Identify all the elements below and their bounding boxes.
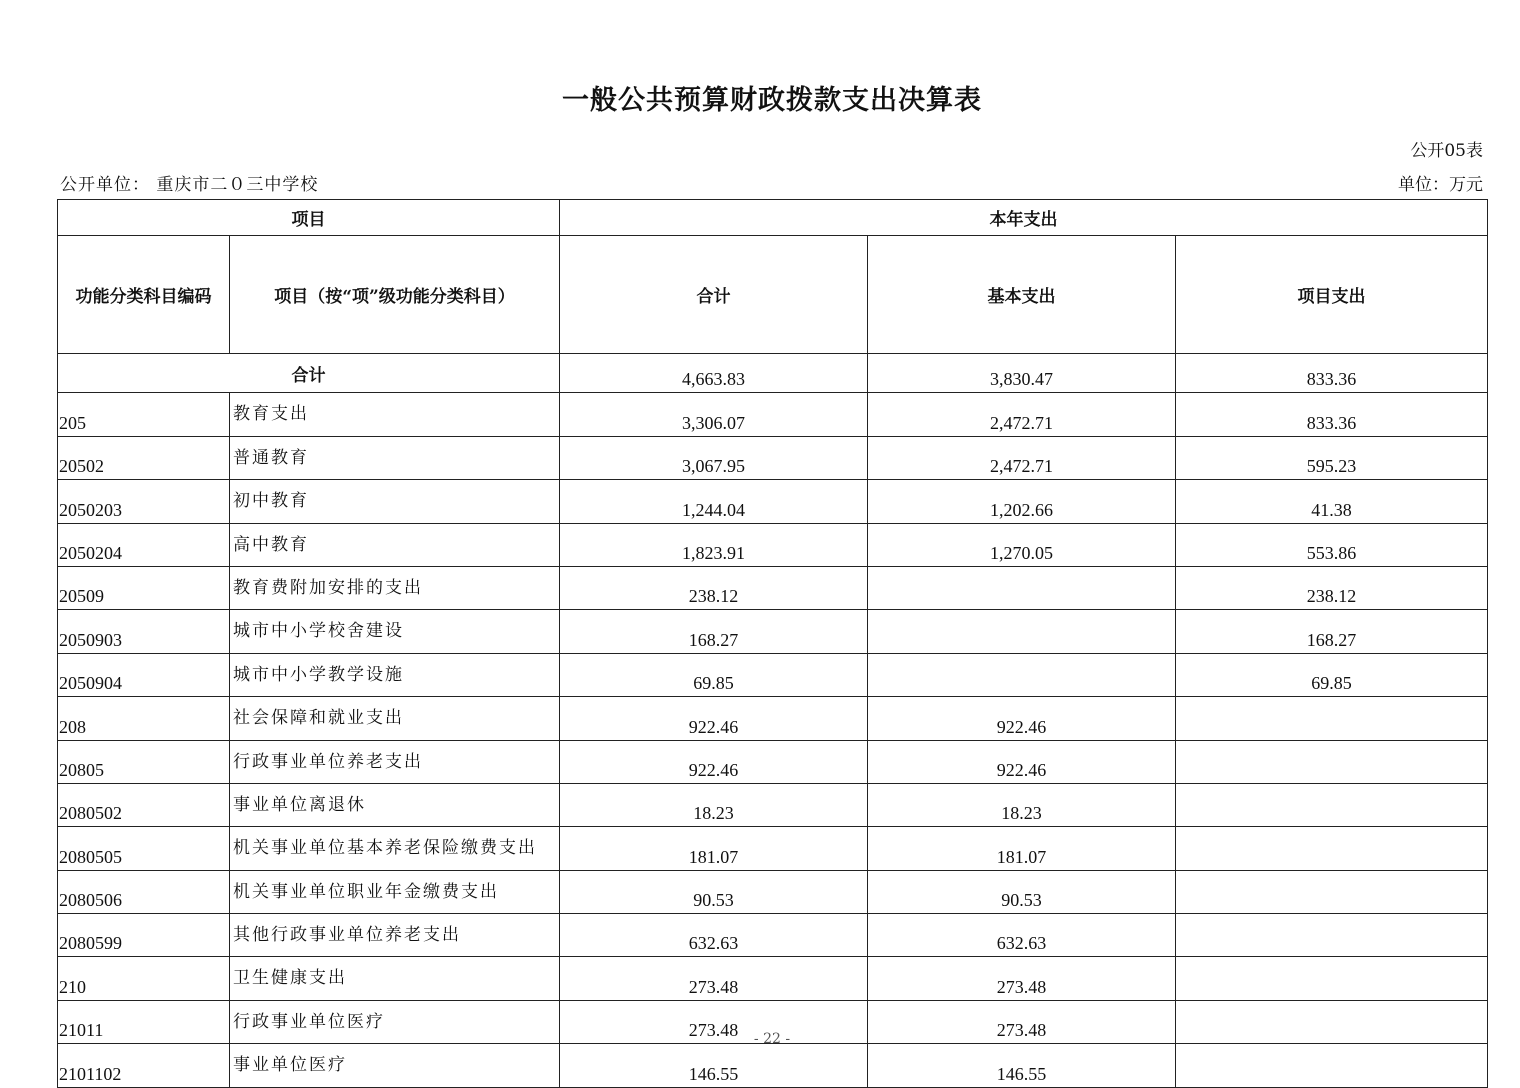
row-total: 1,823.91 <box>560 523 868 566</box>
header-project: 项目 <box>58 200 560 236</box>
row-basic <box>868 610 1176 653</box>
row-total: 273.48 <box>560 1000 868 1043</box>
row-basic: 146.55 <box>868 1044 1176 1087</box>
row-project: 833.36 <box>1176 393 1488 436</box>
header-current-year: 本年支出 <box>560 200 1488 236</box>
table-row <box>58 566 1488 609</box>
row-code: 2050204 <box>58 523 230 566</box>
total-total: 4,663.83 <box>560 354 868 393</box>
row-basic: 273.48 <box>868 957 1176 1000</box>
total-row <box>58 354 1488 393</box>
row-project: 41.38 <box>1176 480 1488 523</box>
table-row <box>58 783 1488 826</box>
total-basic: 3,830.47 <box>868 354 1176 393</box>
row-total: 238.12 <box>560 566 868 609</box>
row-total: 168.27 <box>560 610 868 653</box>
row-name: 其他行政事业单位养老支出 <box>230 914 560 957</box>
row-basic: 922.46 <box>868 697 1176 740</box>
row-total: 3,067.95 <box>560 436 868 479</box>
row-name: 教育费附加安排的支出 <box>230 566 560 609</box>
table-row <box>58 914 1488 957</box>
row-code: 205 <box>58 393 230 436</box>
row-project <box>1176 1044 1488 1087</box>
row-total: 922.46 <box>560 697 868 740</box>
row-project: 595.23 <box>1176 436 1488 479</box>
row-total: 69.85 <box>560 653 868 696</box>
row-total: 922.46 <box>560 740 868 783</box>
row-code: 20509 <box>58 566 230 609</box>
table-row <box>58 523 1488 566</box>
row-project: 168.27 <box>1176 610 1488 653</box>
row-basic: 1,202.66 <box>868 480 1176 523</box>
row-total: 632.63 <box>560 914 868 957</box>
total-project: 833.36 <box>1176 354 1488 393</box>
row-name: 机关事业单位职业年金缴费支出 <box>230 870 560 913</box>
row-code: 21011 <box>58 1000 230 1043</box>
header-item: 项目（按“项”级功能分类科目） <box>230 236 560 354</box>
row-name: 机关事业单位基本养老保险缴费支出 <box>230 827 560 870</box>
row-name: 卫生健康支出 <box>230 957 560 1000</box>
header-basic: 基本支出 <box>868 236 1176 354</box>
row-name: 高中教育 <box>230 523 560 566</box>
row-total: 3,306.07 <box>560 393 868 436</box>
table-row <box>58 870 1488 913</box>
table-row <box>58 1044 1488 1087</box>
table-row <box>58 393 1488 436</box>
header-code: 功能分类科目编码 <box>58 236 230 354</box>
table-row <box>58 827 1488 870</box>
row-code: 2080599 <box>58 914 230 957</box>
row-code: 2080505 <box>58 827 230 870</box>
row-code: 210 <box>58 957 230 1000</box>
header-row-1 <box>58 200 1488 236</box>
row-project <box>1176 783 1488 826</box>
row-basic <box>868 653 1176 696</box>
header-project-exp: 项目支出 <box>1176 236 1488 354</box>
form-number: 公开05表 <box>1410 141 1483 161</box>
row-name: 城市中小学校舍建设 <box>230 610 560 653</box>
row-code: 208 <box>58 697 230 740</box>
header-total: 合计 <box>560 236 868 354</box>
row-total: 90.53 <box>560 870 868 913</box>
table-row <box>58 480 1488 523</box>
row-basic: 273.48 <box>868 1000 1176 1043</box>
reporting-unit: 公开单位： 重庆市二０三中学校 <box>60 175 319 195</box>
row-basic: 922.46 <box>868 740 1176 783</box>
row-name: 普通教育 <box>230 436 560 479</box>
row-total: 273.48 <box>560 957 868 1000</box>
row-basic: 181.07 <box>868 827 1176 870</box>
row-basic: 2,472.71 <box>868 436 1176 479</box>
row-name: 行政事业单位养老支出 <box>230 740 560 783</box>
row-code: 2080506 <box>58 870 230 913</box>
row-name: 事业单位医疗 <box>230 1044 560 1087</box>
row-code: 2050203 <box>58 480 230 523</box>
table-row <box>58 957 1488 1000</box>
row-code: 2050903 <box>58 610 230 653</box>
page-number: - 22 - <box>753 1031 791 1047</box>
row-code: 20502 <box>58 436 230 479</box>
row-code: 2101102 <box>58 1044 230 1087</box>
row-name: 事业单位离退休 <box>230 783 560 826</box>
expenditure-table <box>57 199 1488 1088</box>
row-code: 20805 <box>58 740 230 783</box>
row-name: 教育支出 <box>230 393 560 436</box>
row-project: 238.12 <box>1176 566 1488 609</box>
row-project: 69.85 <box>1176 653 1488 696</box>
row-basic: 1,270.05 <box>868 523 1176 566</box>
row-name: 初中教育 <box>230 480 560 523</box>
row-basic: 2,472.71 <box>868 393 1176 436</box>
row-total: 181.07 <box>560 827 868 870</box>
row-project <box>1176 870 1488 913</box>
table-row <box>58 697 1488 740</box>
row-project <box>1176 827 1488 870</box>
table-row <box>58 653 1488 696</box>
currency-unit: 单位：万元 <box>1398 175 1483 195</box>
row-total: 1,244.04 <box>560 480 868 523</box>
row-name: 社会保障和就业支出 <box>230 697 560 740</box>
table-row <box>58 436 1488 479</box>
row-basic: 18.23 <box>868 783 1176 826</box>
row-project: 553.86 <box>1176 523 1488 566</box>
row-project <box>1176 740 1488 783</box>
row-code: 2050904 <box>58 653 230 696</box>
row-project <box>1176 914 1488 957</box>
row-total: 18.23 <box>560 783 868 826</box>
row-project <box>1176 697 1488 740</box>
table-row <box>58 610 1488 653</box>
row-code: 2080502 <box>58 783 230 826</box>
header-row-2 <box>58 236 1488 354</box>
row-name: 行政事业单位医疗 <box>230 1000 560 1043</box>
row-basic: 632.63 <box>868 914 1176 957</box>
row-total: 146.55 <box>560 1044 868 1087</box>
row-basic <box>868 566 1176 609</box>
total-label: 合计 <box>58 354 560 393</box>
row-name: 城市中小学教学设施 <box>230 653 560 696</box>
row-project <box>1176 957 1488 1000</box>
table-row <box>58 740 1488 783</box>
row-basic: 90.53 <box>868 870 1176 913</box>
page-title: 一般公共预算财政拨款支出决算表 <box>562 85 982 116</box>
